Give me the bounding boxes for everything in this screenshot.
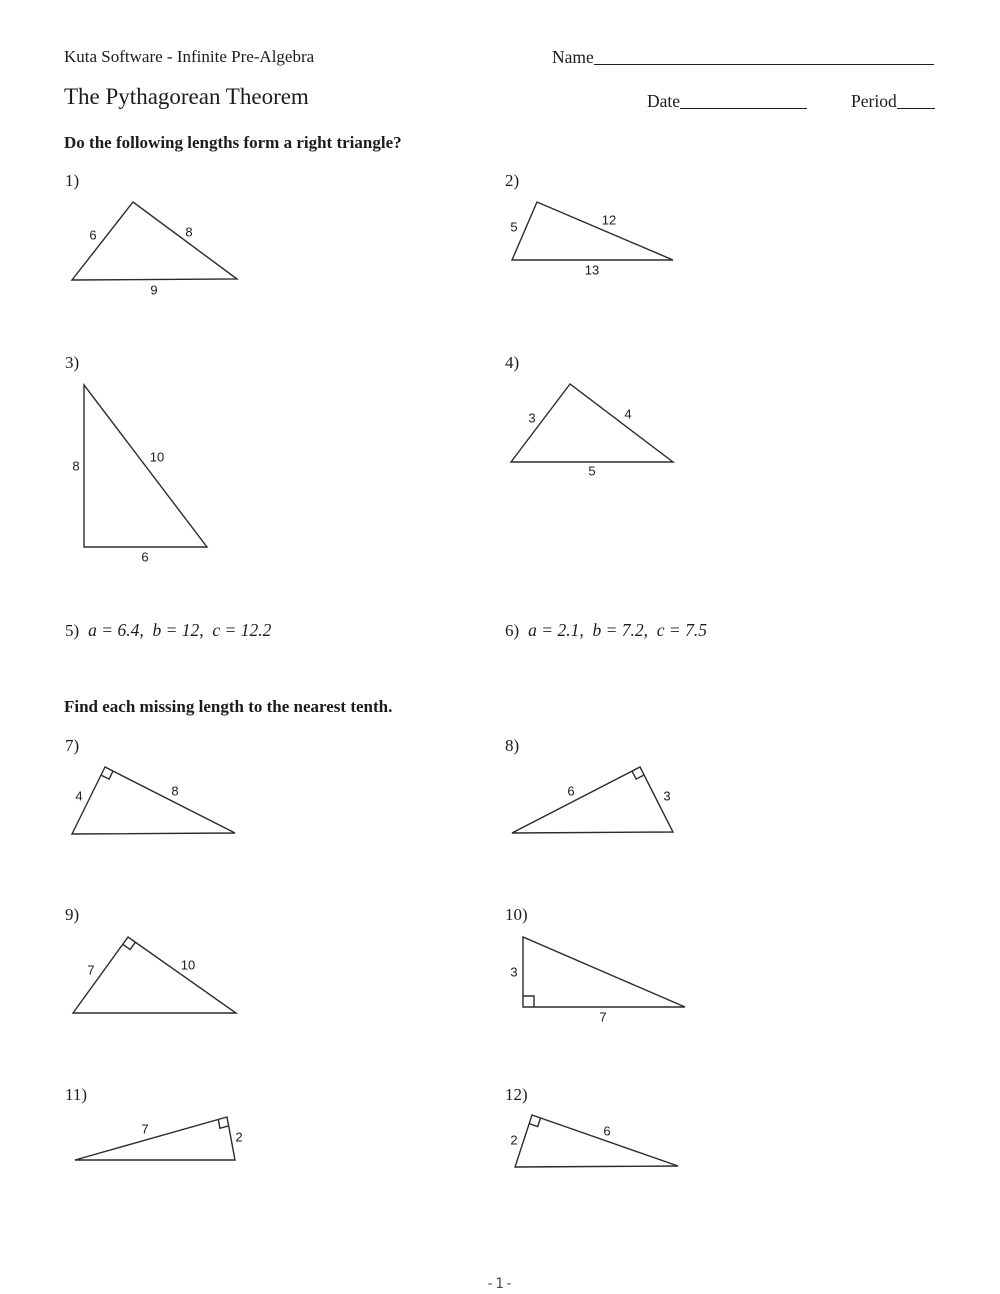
side-label: 9 — [150, 282, 158, 298]
problem-12-number: 12) — [505, 1085, 528, 1104]
problem-5 — [65, 620, 271, 641]
triangle-figure-8 — [500, 755, 690, 850]
side-label: 6 — [603, 1123, 611, 1139]
period-label: Period — [851, 91, 897, 111]
side-label: 13 — [584, 262, 600, 278]
problem-6 — [505, 620, 707, 641]
triangle-figure-11 — [60, 1105, 250, 1175]
side-label: 2 — [510, 1132, 518, 1148]
name-field — [552, 47, 934, 68]
side-label: 2 — [235, 1129, 243, 1145]
triangle-outline — [523, 937, 685, 1007]
triangle-outline — [75, 1117, 235, 1160]
date-blank-line — [680, 94, 807, 109]
name-blank-line — [594, 50, 934, 65]
triangle-outline — [72, 202, 237, 280]
side-label: 4 — [624, 406, 632, 422]
side-label: 4 — [75, 788, 83, 804]
problem-9-number: 9) — [65, 905, 80, 924]
right-angle-marker-icon — [123, 942, 136, 949]
section2-heading: Find each missing length to the nearest tenth. — [64, 697, 393, 716]
triangle-outline — [73, 937, 236, 1013]
triangle-figure-3 — [60, 370, 250, 570]
problem-5-number: 5) — [65, 621, 80, 640]
side-label: 5 — [510, 219, 518, 235]
side-label: 7 — [599, 1009, 607, 1025]
date-field — [647, 91, 807, 112]
side-label: 6 — [567, 783, 575, 799]
side-label: 6 — [141, 549, 149, 565]
side-label: 8 — [171, 783, 179, 799]
problem-1-number: 1) — [65, 171, 80, 190]
problem-4-number: 4) — [505, 353, 520, 372]
triangle-figure-7 — [60, 755, 250, 850]
problem-6-number: 6) — [505, 621, 520, 640]
side-label: 6 — [89, 227, 97, 243]
problem-7-number: 7) — [65, 736, 80, 755]
page-number: -1- — [485, 1276, 515, 1292]
triangle-figure-9 — [60, 925, 250, 1025]
triangle-figure-1 — [60, 190, 250, 300]
side-label: 8 — [72, 458, 80, 474]
triangle-outline — [72, 767, 235, 834]
side-label: 5 — [588, 463, 596, 479]
triangle-outline — [512, 202, 673, 260]
side-label: 12 — [601, 212, 617, 228]
name-label: Name — [552, 47, 594, 67]
page-title: The Pythagorean Theorem — [64, 84, 309, 109]
side-label: 3 — [663, 788, 671, 804]
problem-10-number: 10) — [505, 905, 528, 924]
triangle-figure-4 — [500, 370, 690, 480]
period-blank-line — [897, 94, 935, 109]
problem-8-number: 8) — [505, 736, 520, 755]
side-label: 8 — [185, 224, 193, 240]
date-label: Date — [647, 91, 681, 111]
period-field — [851, 91, 935, 112]
side-label: 7 — [141, 1121, 149, 1137]
triangle-figure-12 — [500, 1105, 700, 1180]
triangle-figure-2 — [500, 190, 690, 300]
side-label: 7 — [87, 962, 95, 978]
problem-6-equation: a = 2.1, b = 7.2, c = 7.5 — [528, 620, 707, 640]
right-angle-marker-icon — [523, 996, 534, 1007]
problem-2-number: 2) — [505, 171, 520, 190]
problem-5-equation: a = 6.4, b = 12, c = 12.2 — [88, 620, 272, 640]
section1-heading: Do the following lengths form a right triangle? — [64, 133, 402, 152]
side-label: 10 — [149, 449, 165, 465]
triangle-figure-10 — [500, 925, 700, 1025]
side-label: 10 — [180, 957, 196, 973]
side-label: 3 — [510, 964, 518, 980]
problem-3-number: 3) — [65, 353, 80, 372]
triangle-outline — [84, 385, 207, 547]
problem-11-number: 11) — [65, 1085, 88, 1104]
side-label: 3 — [528, 410, 536, 426]
brand-text: Kuta Software - Infinite Pre-Algebra — [64, 47, 315, 66]
triangle-outline — [512, 767, 673, 833]
